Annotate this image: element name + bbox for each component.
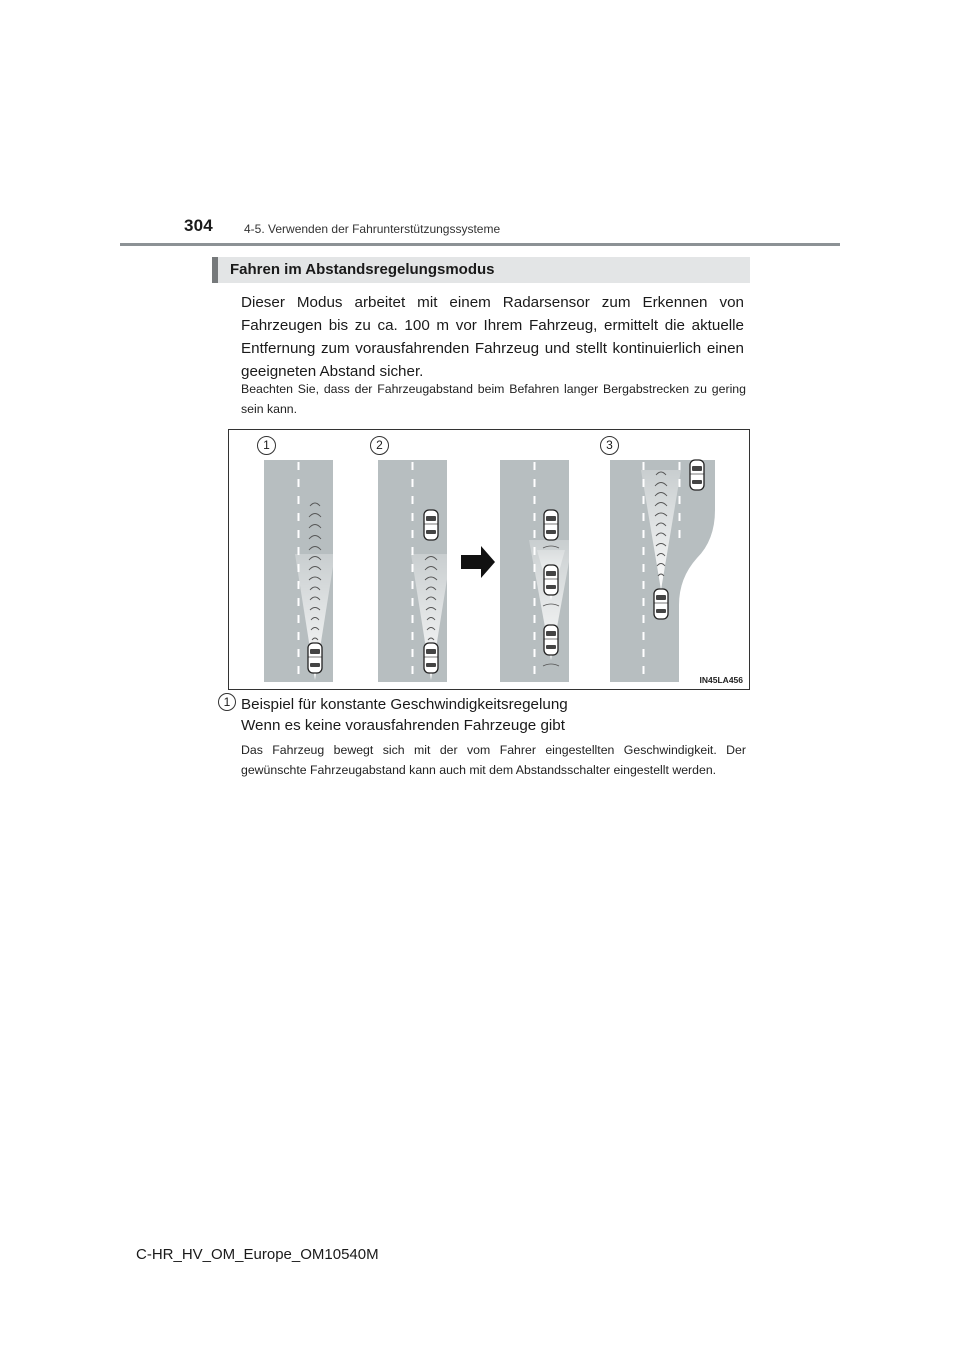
header-rule: [120, 243, 840, 246]
document-id: C-HR_HV_OM_Europe_OM10540M: [136, 1246, 379, 1263]
intro-note: Beachten Sie, dass der Fahrzeugabstand beim Befahren langer Bergabstrecken zu gering sein kann.: [241, 382, 746, 416]
item-subtitle: Wenn es keine vorausfahrenden Fahrzeuge gibt: [241, 717, 565, 734]
figure-code: IN45LA456: [699, 675, 743, 685]
scene-2b-road: [500, 460, 573, 682]
item-number-badge: 1: [218, 693, 236, 711]
page-number: 304: [184, 216, 213, 235]
item-title: Beispiel für konstante Geschwindigkeitsregelung: [241, 696, 568, 713]
item-note: Das Fahrzeug bewegt sich mit der vom Fahrer eingestellten Geschwindigkeit. Der gewünschte Fahrzeugabstand kann auch mit dem Abstandsschalter eingestellt werden.: [241, 743, 746, 777]
chapter-title: 4-5. Verwenden der Fahrunterstützungssysteme: [244, 222, 501, 236]
radar-illustration: [228, 429, 750, 690]
scene-3-road: [610, 460, 715, 682]
figure-label-3: 3: [600, 436, 619, 455]
section-heading-bar: [212, 257, 750, 283]
figure-label-1: 1: [257, 436, 276, 455]
scene-2-road: [378, 460, 451, 682]
figure-label-2: 2: [370, 436, 389, 455]
scene-1-road: [264, 460, 335, 682]
intro-paragraph: Dieser Modus arbeitet mit einem Radarsensor zum Erkennen von Fahrzeugen bis zu ca. 100 m vor Ihrem Fahrzeug, ermittelt die aktuelle Entfernung zum vorausfahrenden Fahrzeug und stellt kontinuierlich einen geeigneten Abstand sicher.: [241, 294, 744, 380]
radar-diagram: [229, 430, 749, 689]
arrow-icon: [461, 546, 495, 578]
section-title: Fahren im Abstandsregelungsmodus: [230, 261, 495, 278]
